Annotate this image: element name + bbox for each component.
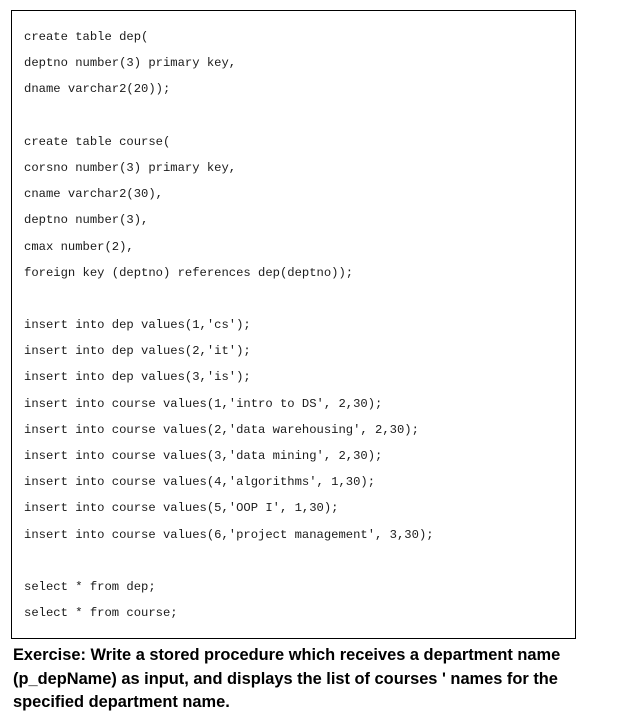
exercise-text: Exercise: Write a stored procedure which receives a department name (p_depName) as input, and displays the list of courses ' names for the specified department name. — [13, 646, 561, 711]
code-line: dname varchar2(20)); — [24, 82, 171, 97]
code-line: deptno number(3), — [24, 213, 149, 228]
code-line: cmax number(2), — [24, 239, 134, 254]
code-line: insert into course values(6,'project management', 3,30); — [24, 527, 434, 542]
code-line: foreign key (deptno) references dep(deptno)); — [24, 265, 354, 280]
code-line: cname varchar2(30), — [24, 187, 163, 202]
code-line: deptno number(3) primary key, — [24, 56, 237, 71]
code-line: select * from course; — [24, 606, 178, 621]
code-line: insert into course values(3,'data mining', 2,30); — [24, 449, 383, 463]
code-line: create table dep( — [24, 30, 149, 44]
code-line — [24, 548, 434, 574]
code-line: select * from dep; — [24, 579, 156, 594]
code-line — [24, 103, 434, 129]
code-line: create table course( — [24, 134, 171, 149]
code-line: corsno number(3) primary key, — [24, 160, 237, 175]
code-line: insert into dep values(1,'cs'); — [24, 318, 251, 333]
code-line: insert into dep values(3,'is'); — [24, 370, 251, 385]
code-line: insert into course values(2,'data warehousing', 2,30); — [24, 422, 419, 437]
code-box — [11, 10, 576, 639]
code-line — [24, 286, 434, 312]
code-line: insert into dep values(2,'it'); — [24, 344, 251, 359]
code-line: insert into course values(1,'intro to DS', 2,30); — [24, 396, 383, 411]
code-line: insert into course values(4,'algorithms', 1,30); — [24, 475, 376, 490]
code-lines — [24, 24, 434, 626]
code-line: insert into course values(5,'OOP I', 1,30); — [24, 501, 339, 516]
